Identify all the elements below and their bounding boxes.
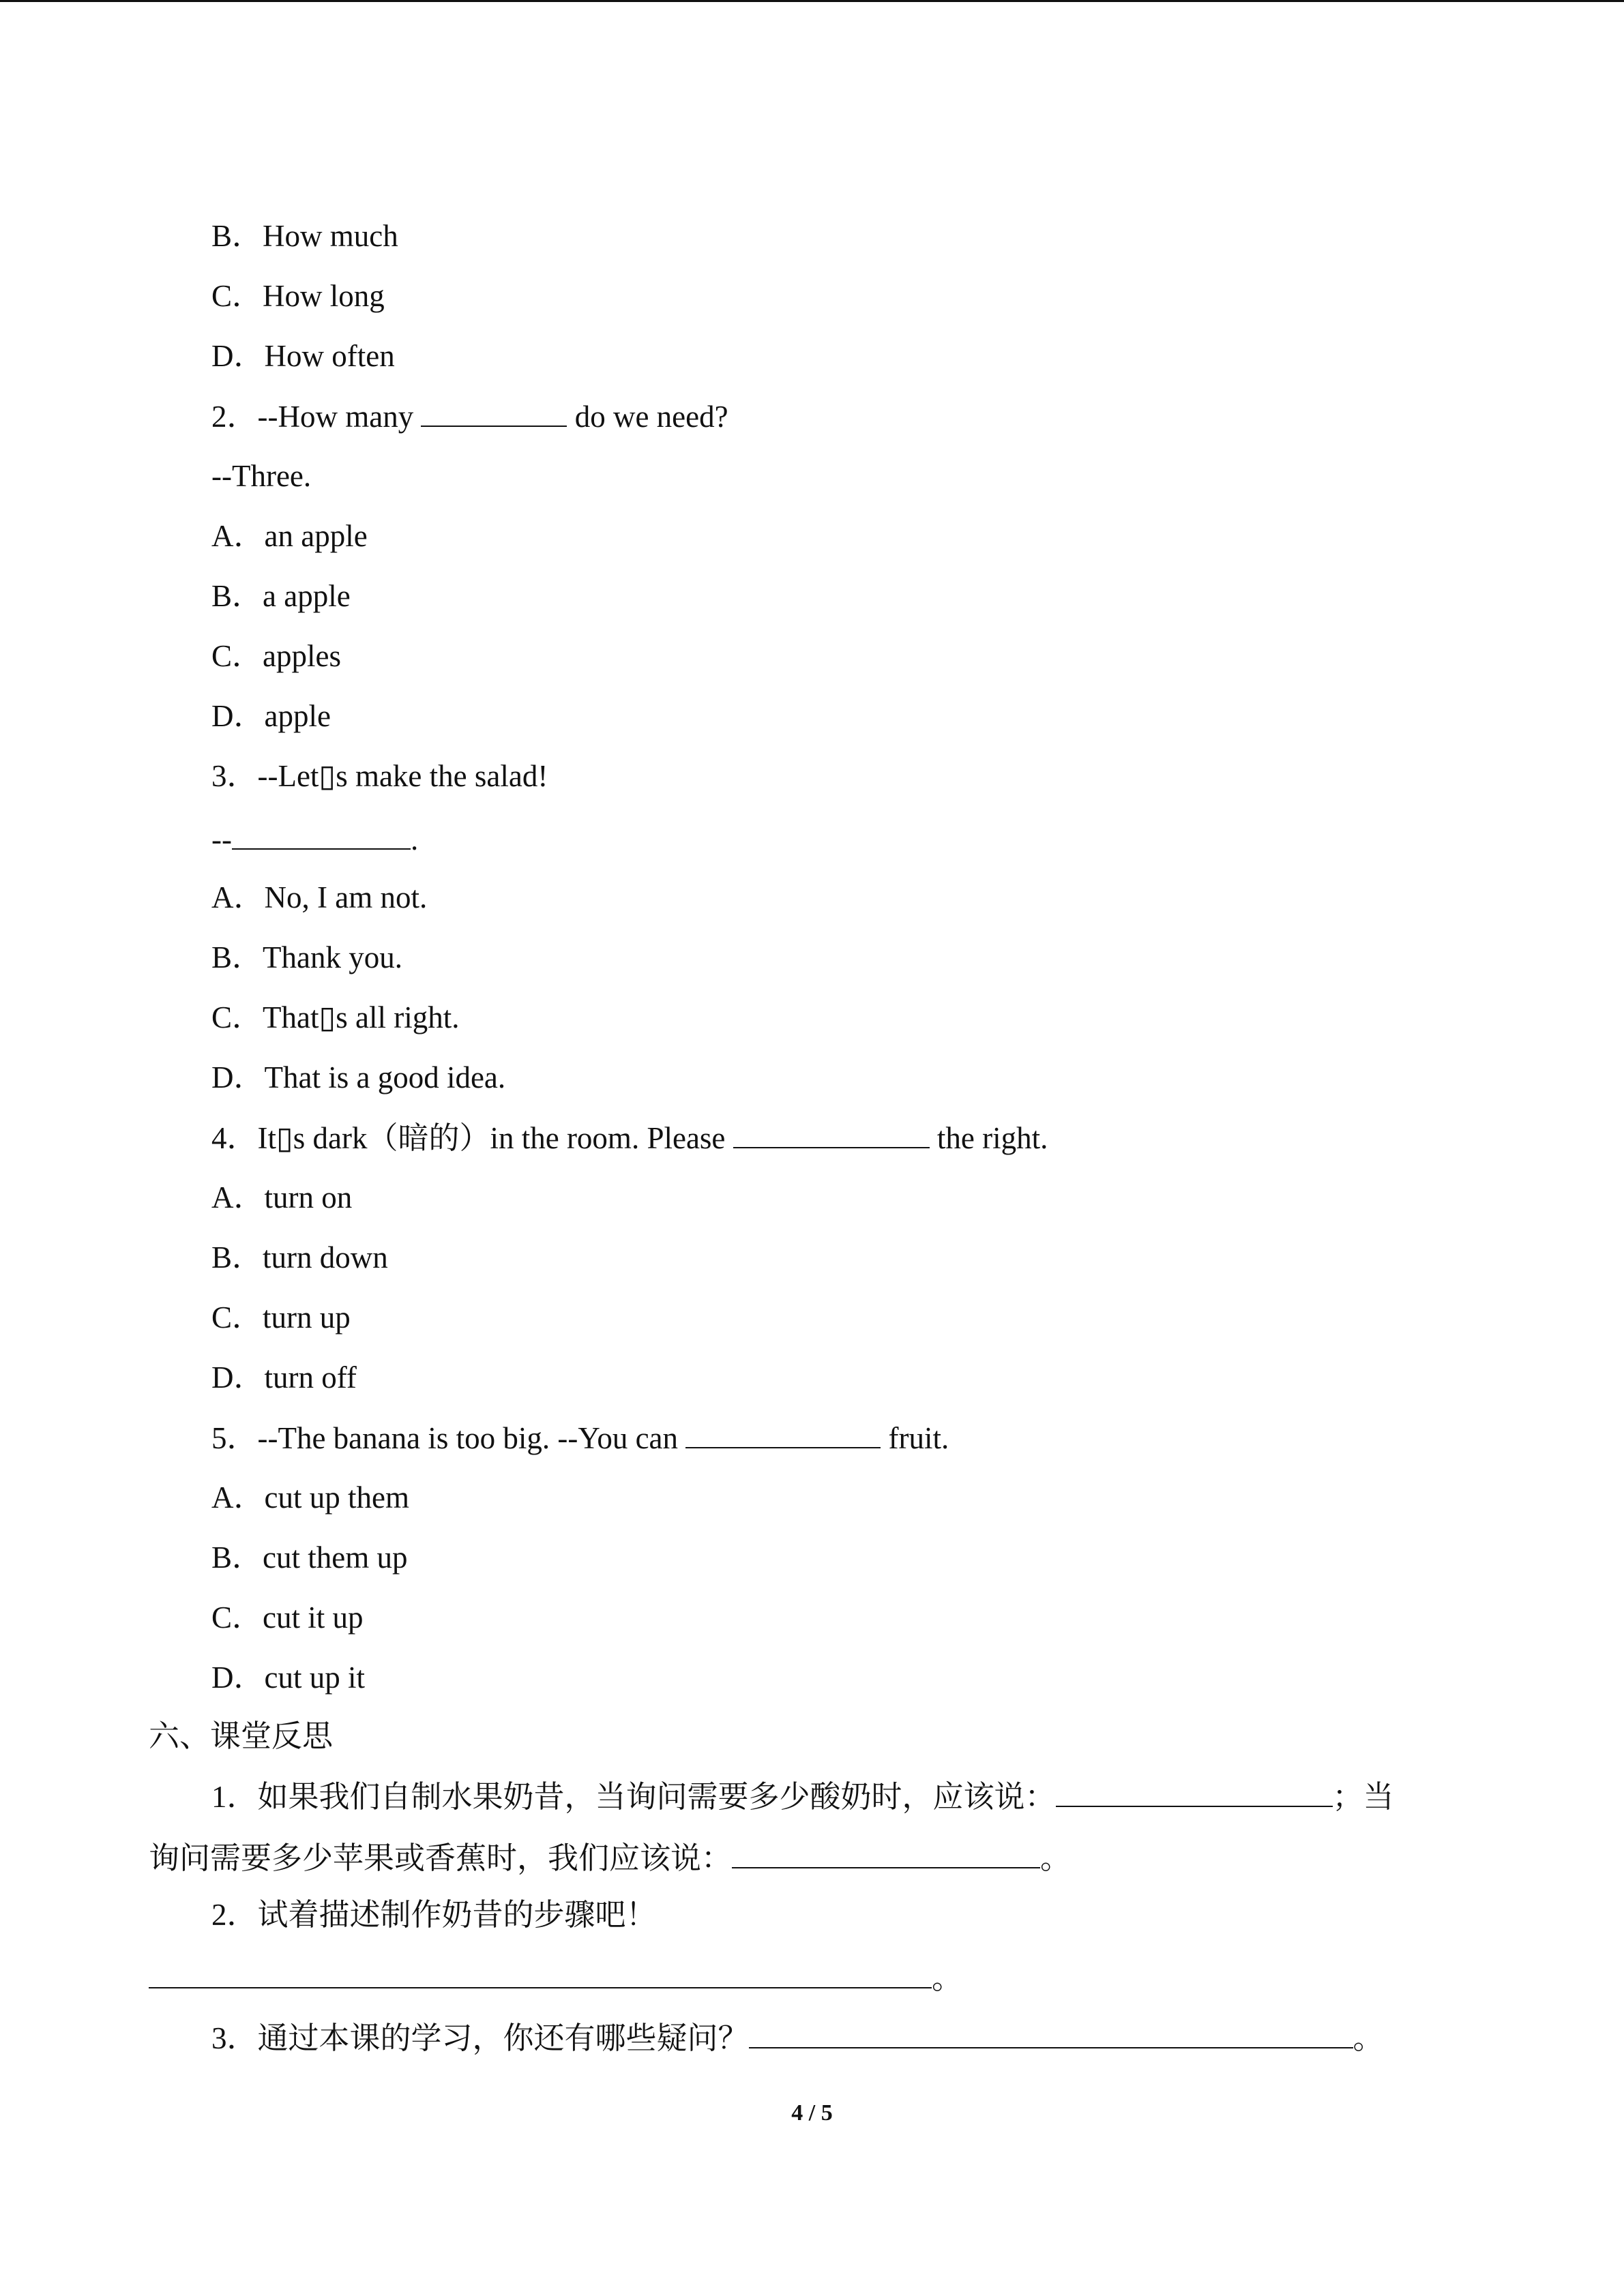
q2-stem-text: do we need?	[567, 400, 728, 434]
q2-reply: --Three.	[211, 459, 312, 493]
answer-blank	[732, 1837, 1040, 1868]
q3-option-c: C．That▯s all right.	[211, 1000, 460, 1034]
answer-blank	[733, 1117, 930, 1148]
q2-stem	[211, 396, 728, 436]
q4-stem-text: the right.	[929, 1121, 1048, 1155]
answer-blank	[149, 1957, 932, 1988]
q1-option-c: C．How long	[211, 279, 385, 313]
reflection-3	[211, 2017, 1384, 2058]
q2-stem-text: 2．--How many	[211, 400, 422, 434]
q4-stem-text: 4．It▯s dark（暗的）in the room. Please	[211, 1121, 733, 1155]
reflection-1	[211, 1776, 1394, 1817]
reflection-3-text: 。	[1353, 2021, 1384, 2055]
q1-option-d: D．How often	[211, 339, 395, 373]
q4-option-c: C．turn up	[211, 1300, 351, 1335]
answer-blank	[421, 396, 567, 427]
reflection-2-end: 。	[932, 1961, 963, 1995]
q3-option-d: D．That is a good idea.	[211, 1060, 506, 1094]
q5-stem-text: 5．--The banana is too big. --You can	[211, 1421, 686, 1455]
page-number: 4 / 5	[791, 2100, 833, 2126]
reflection-2: 2．试着描述制作奶昔的步骤吧！	[211, 1898, 657, 1932]
q2-option-d: D．apple	[211, 699, 331, 733]
reflection-1-cont	[149, 1837, 1071, 1878]
q3-reply	[211, 818, 418, 859]
q4-stem	[211, 1117, 1048, 1158]
q5-option-d: D．cut up it	[211, 1660, 365, 1695]
answer-blank	[232, 818, 411, 850]
reflection-1-text: 1．如果我们自制水果奶昔，当询问需要多少酸奶时，应该说：	[211, 1780, 1056, 1814]
section-heading: 六、课堂反思	[149, 1719, 334, 1753]
q4-option-b: B．turn down	[211, 1240, 388, 1274]
q2-option-a: A．an apple	[211, 519, 368, 553]
reflection-1-text: ；当	[1332, 1780, 1394, 1814]
q5-option-b: B．cut them up	[211, 1540, 408, 1575]
q5-option-c: C．cut it up	[211, 1600, 364, 1635]
answer-blank	[1056, 1776, 1333, 1807]
q3-reply-dash: --	[211, 822, 232, 856]
q3-stem: 3．--Let▯s make the salad!	[211, 759, 548, 793]
reflection-2-answer	[149, 1957, 962, 1998]
q2-option-b: B．a apple	[211, 579, 351, 613]
answer-blank	[685, 1417, 881, 1448]
q4-option-a: A．turn on	[211, 1180, 353, 1214]
q3-reply-period: .	[410, 822, 419, 856]
top-border	[0, 0, 1624, 2]
q5-stem	[211, 1417, 949, 1458]
reflection-1-text: 询问需要多少苹果或香蕉时，我们应该说：	[149, 1841, 733, 1875]
reflection-3-text: 3．通过本课的学习，你还有哪些疑问？	[211, 2021, 749, 2055]
q3-option-a: A．No, I am not.	[211, 880, 428, 914]
q5-option-a: A．cut up them	[211, 1480, 409, 1515]
answer-blank	[749, 2017, 1353, 2048]
q2-option-c: C．apples	[211, 639, 341, 673]
reflection-1-text: 。	[1040, 1841, 1072, 1875]
q1-option-b: B．How much	[211, 219, 398, 253]
q3-option-b: B．Thank you.	[211, 940, 402, 974]
q4-option-d: D．turn off	[211, 1360, 357, 1395]
q5-stem-text: fruit.	[881, 1421, 949, 1455]
